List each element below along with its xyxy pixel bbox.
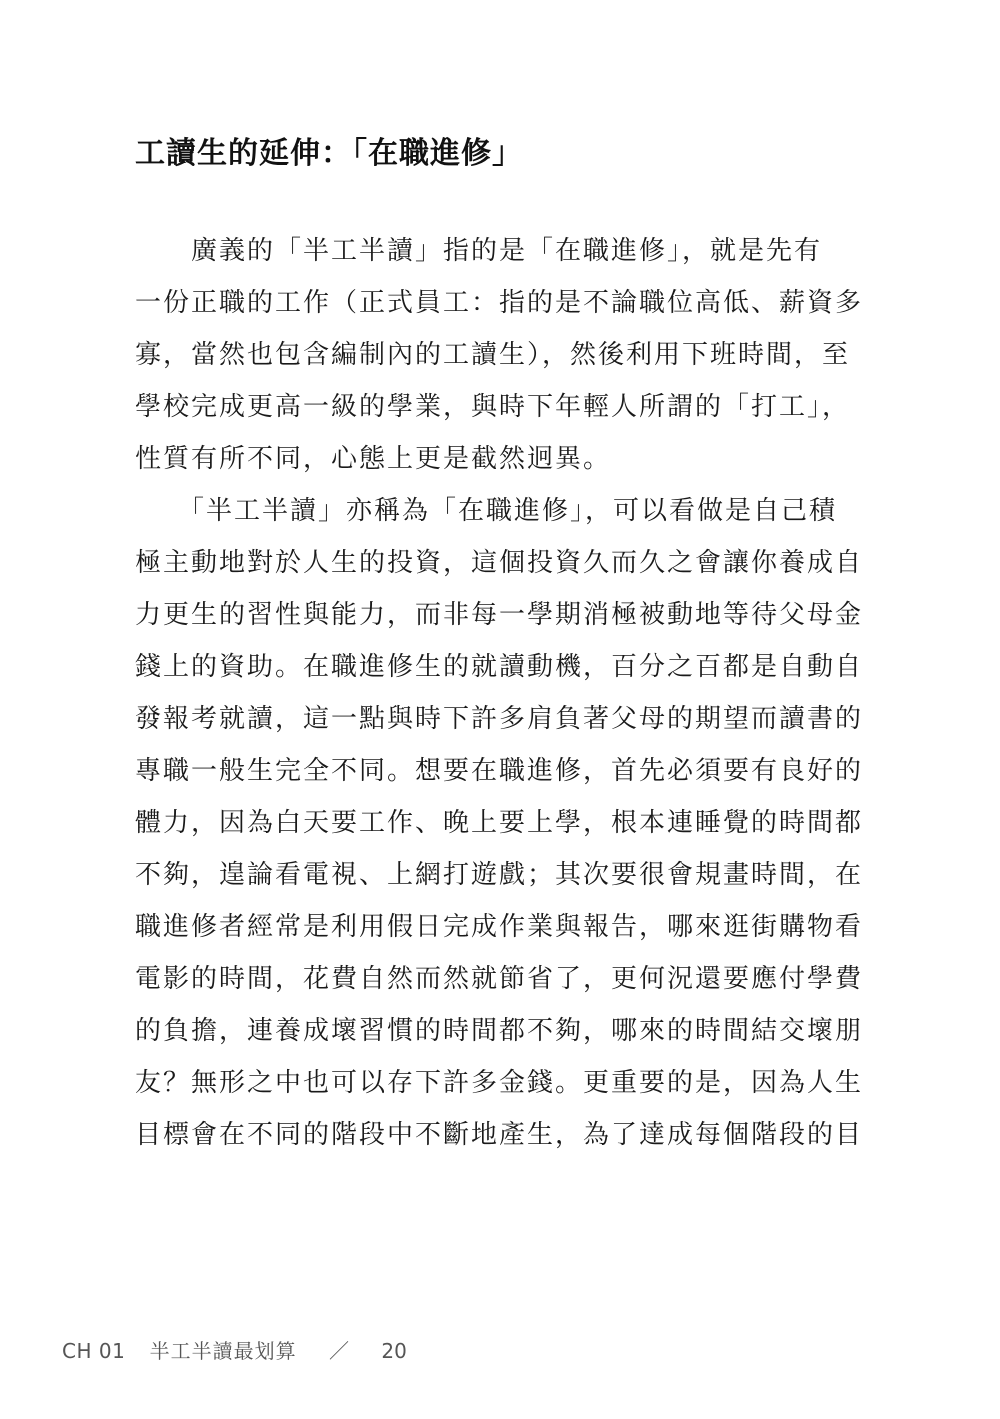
text-line: 職進修者經常是利用假日完成作業與報告，哪來逛街購物看 <box>135 912 864 942</box>
section-heading: 工讀生的延伸：「在職進修」 <box>135 136 523 171</box>
text-line: 寡，當然也包含編制內的工讀生），然後利用下班時間，至 <box>135 340 851 370</box>
text-line: 體力，因為白天要工作、晚上要上學，根本連睡覺的時間都 <box>135 808 864 838</box>
footer-separator: ／ <box>329 1339 350 1363</box>
text-line: 友？無形之中也可以存下許多金錢。更重要的是，因為人生 <box>135 1068 864 1098</box>
text-line: 的負擔，連養成壞習慣的時間都不夠，哪來的時間結交壞朋 <box>135 1016 864 1046</box>
text-line: 一份正職的工作（正式員工：指的是不論職位高低、薪資多 <box>135 288 864 318</box>
page-number: 20 <box>381 1339 407 1363</box>
text-line: 力更生的習性與能力，而非每一學期消極被動地等待父母金 <box>135 600 864 630</box>
text-line: 錢上的資助。在職進修生的就讀動機，百分之百都是自動自 <box>135 652 864 682</box>
text-line: 不夠，遑論看電視、上網打遊戲；其次要很會規畫時間，在 <box>135 860 864 890</box>
text-line: 極主動地對於人生的投資，這個投資久而久之會讓你養成自 <box>135 548 864 578</box>
footer-chapter: CH 01 <box>62 1339 126 1363</box>
text-line: 性質有所不同，心態上更是截然迥異。 <box>135 444 612 474</box>
footer-book-title: 半工半讀最划算 <box>149 1339 297 1363</box>
page-footer <box>62 1336 407 1366</box>
text-line: 目標會在不同的階段中不斷地產生，為了達成每個階段的目 <box>135 1120 864 1150</box>
text-line: 專職一般生完全不同。想要在職進修，首先必須要有良好的 <box>135 756 864 786</box>
text-line: 發報考就讀，這一點與時下許多肩負著父母的期望而讀書的 <box>135 704 864 734</box>
text-line: 「半工半讀」亦稱為「在職進修」，可以看做是自己積 <box>135 496 838 526</box>
text-line: 電影的時間，花費自然而然就節省了，更何況還要應付學費 <box>135 964 864 994</box>
text-line: 廣義的「半工半讀」指的是「在職進修」，就是先有 <box>135 236 823 266</box>
text-line: 學校完成更高一級的學業，與時下年輕人所謂的「打工」， <box>135 392 851 422</box>
body-text <box>135 225 864 1161</box>
